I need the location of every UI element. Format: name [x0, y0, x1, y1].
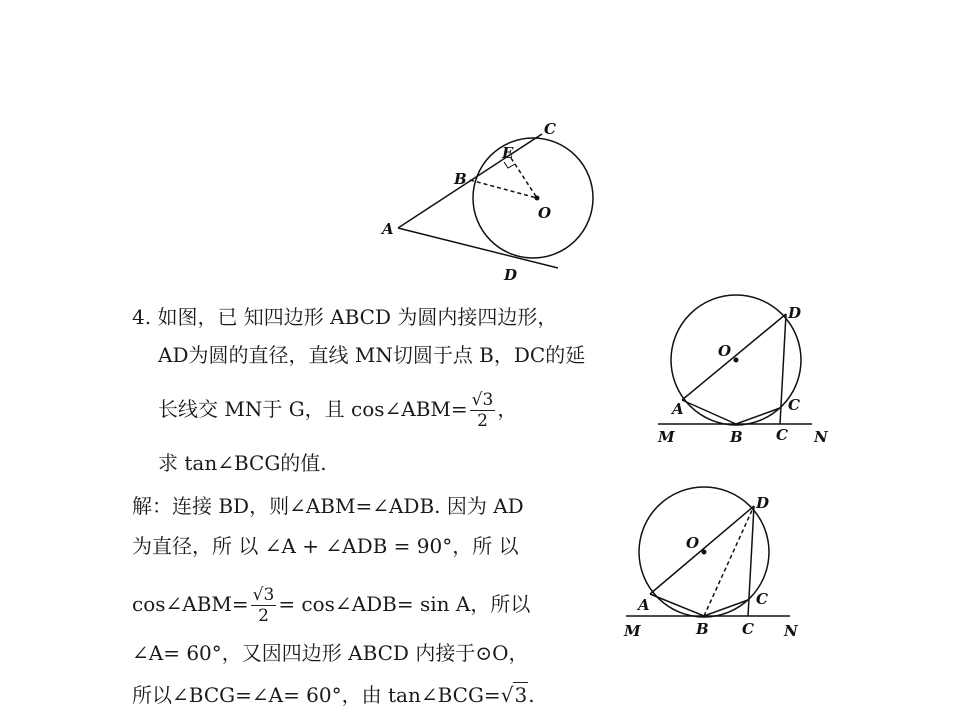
label-a: A — [638, 596, 650, 614]
label-c: C — [756, 590, 768, 608]
secant-ac — [398, 134, 542, 228]
label-e: E — [502, 144, 514, 162]
label-c: C — [788, 396, 800, 414]
label-o: O — [686, 534, 700, 552]
problem-line-4: 求 tan∠BCG的值. — [158, 451, 327, 475]
label-b: B — [454, 170, 467, 188]
label-c2: C — [742, 620, 754, 638]
tangent-ad — [398, 228, 558, 268]
label-a: A — [672, 400, 684, 418]
solution-line-4: ∠A= 60°，又因四边形 ABCD 内接于⊙O， — [132, 641, 529, 665]
label-n: N — [814, 428, 828, 446]
label-o: O — [718, 342, 732, 360]
label-o: O — [538, 204, 552, 222]
label-c2: C — [776, 426, 788, 444]
figure-tangent-secant — [370, 110, 610, 290]
diameter-ad — [650, 506, 754, 594]
circle-o — [473, 138, 593, 258]
problem-line-2: AD为圆的直径，直线 MN切圆于点 B，DC的延 — [158, 343, 586, 367]
line-dg — [748, 506, 754, 616]
label-m: M — [624, 622, 641, 640]
solution-line-2: 为直径，所 以 ∠A + ∠ADB = 90°，所 以 — [132, 534, 519, 558]
label-n: N — [784, 622, 798, 640]
label-b: B — [730, 428, 743, 446]
label-b: B — [696, 620, 709, 638]
solution-line-5: 所以∠BCG=∠A= 60°，由 tan∠BCG=√3. — [132, 683, 535, 707]
label-d: D — [504, 266, 518, 284]
label-m: M — [658, 428, 675, 446]
label-d: D — [756, 494, 770, 512]
right-angle-mark — [504, 162, 515, 168]
dashed-bd — [704, 506, 754, 616]
label-a: A — [382, 220, 394, 238]
chords-abc — [650, 594, 748, 616]
sqrt-3: √3 — [500, 683, 528, 707]
center-dot — [535, 196, 540, 201]
fraction-sqrt3-over-2: $\frac{√3}{2}$ — [252, 585, 275, 626]
fraction-sqrt3-over-2: $\frac{√3}{2}$ — [471, 390, 494, 431]
label-c: C — [544, 120, 556, 138]
center-dot — [702, 550, 707, 555]
problem-line-1: 4. 如图，已 知四边形 ABCD 为圆内接四边形， — [132, 305, 558, 329]
problem-line-3: 长线交 MN于 G，且 cos∠ABM= $\frac{√3}{2}$ ， — [158, 390, 518, 431]
solution-line-1: 解：连接 BD，则∠ABM=∠ADB. 因为 AD — [132, 494, 524, 518]
diameter-ad — [682, 314, 786, 400]
figure-problem-circle — [652, 292, 836, 450]
line-dg — [780, 314, 786, 424]
label-d: D — [788, 304, 802, 322]
center-dot — [734, 358, 739, 363]
solution-line-3: cos∠ABM= $\frac{√3}{2}$ = cos∠ADB= sin A，所以 — [132, 585, 531, 626]
figure-solution-circle — [622, 486, 806, 646]
